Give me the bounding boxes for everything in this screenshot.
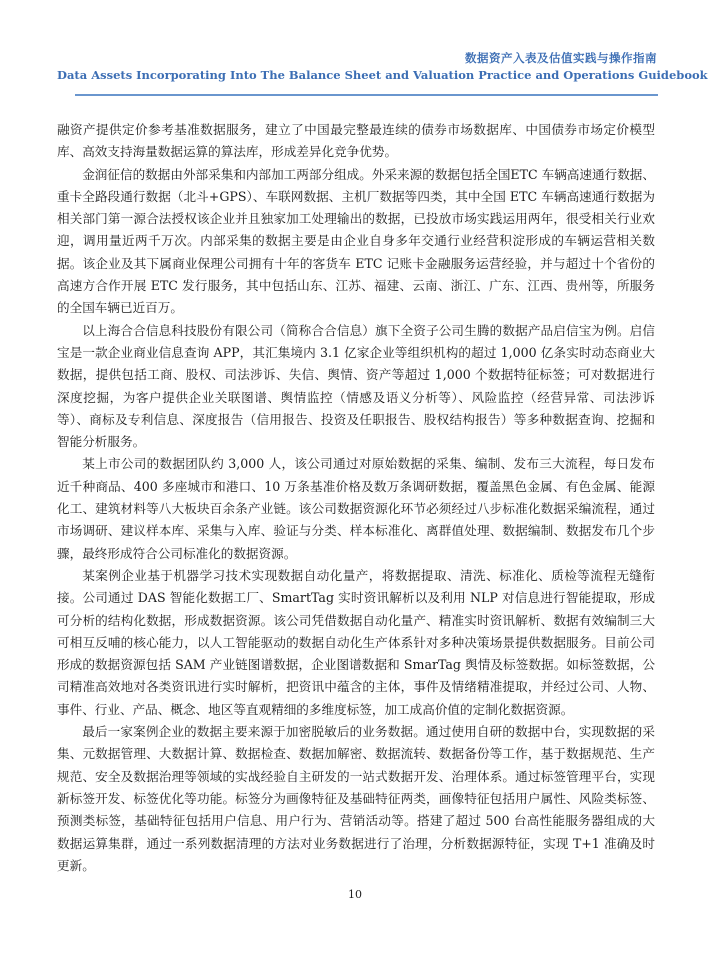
body-paragraph: 融资产提供定价参考基准数据服务，建立了中国最完整最连续的债券市场数据库、中国债券市场定价模型库、高效支持海量数据运算的算法库，形成差异化竞争优势。 <box>57 122 655 160</box>
page-header <box>57 50 708 84</box>
body-paragraph: 以上海合合信息科技股份有限公司（简称合合信息）旗下全资子公司生腾的数据产品启信宝为例。启信宝是一款企业商业信息查询 APP，其汇集境内 3.1 亿家企业等组织机构的超过 1,000 亿条实时动态商业大数据，提供包括工商、股权、司法涉诉、失信、舆情、资产等超过 1,000 个数据特征标签；可对数据进行深度挖掘，为客户提供企业关联图谱、舆情监控（情感及语义分析等）、风险监控（经营异常、司法涉诉等）、商标及专利信息、深度报告（信用报告、投资及任职报告、股权结构报告）等多种数据查询、挖掘和智能分析服务。 <box>57 322 655 450</box>
page-number: 10 <box>348 888 362 901</box>
header-divider <box>75 94 658 96</box>
page-footer <box>0 888 710 901</box>
body-text <box>57 119 655 877</box>
body-paragraph: 某上市公司的数据团队约 3,000 人，该公司通过对原始数据的采集、编制、发布三大流程，每日发布近千种商品、400 多座城市和港口、10 万条基准价格及数万条调研数据，覆盖黑色金属、有色金属、能源化工、建筑材料等八大板块百余条产业链。该公司数据资源化环节必须经过八步标准化数据采编流程，通过市场调研、建议样本库、采集与入库、验证与分类、样本标准化、离群值处理、数据编制、数据发布几个步骤，最终形成符合公司标准化的数据资源。 <box>57 456 655 561</box>
body-paragraph: 金润征信的数据由外部采集和内部加工两部分组成。外采来源的数据包括全国ETC 车辆高速通行数据、重卡全路段通行数据（北斗+GPS）、车联网数据、主机厂数据等四类，其中全国 ETC 车辆高速通行数据为相关部门第一源合法授权该企业并且独家加工处理输出的数据，已投放市场实践运用两年，很受相关行业欢迎，调用量近两千万次。内部采集的数据主要是由企业自身多年交通行业经营积淀形成的车辆运营相关数据。该企业及其下属商业保理公司拥有十年的客货车 ETC 记账卡金融服务运营经验，并与超过十个省份的高速方合作开展 ETC 发行服务，其中包括山东、江苏、福建、云南、浙江、广东、江西、贵州等，所服务的全国车辆已近百万。 <box>57 166 655 316</box>
header-title-zh: 数据资产入表及估值实践与操作指南 <box>465 51 657 65</box>
header-title-en: Data Assets Incorporating Into The Balance Sheet and Valuation Practice and Operations Guidebook <box>57 68 708 82</box>
body-paragraph: 最后一家案例企业的数据主要来源于加密脱敏后的业务数据。通过使用自研的数据中台，实现数据的采集、元数据管理、大数据计算、数据检查、数据加解密、数据流转、数据备份等工作，基于数据规范、生产规范、安全及数据治理等领域的实战经验自主研发的一站式数据开发、治理体系。通过标签管理平台，实现新标签开发、标签优化等功能。标签分为画像特征及基础特征两类，画像特征包括用户属性、风险类标签、预测类标签，基础特征包括用户信息、用户行为、营销活动等。搭建了超过 500 台高性能服务器组成的大数据运算集群，通过一系列数据清理的方法对业务数据进行了治理，分析数据源特征，实现 T+1 准确及时更新。 <box>57 724 655 873</box>
body-paragraph: 某案例企业基于机器学习技术实现数据自动化量产，将数据提取、清洗、标准化、质检等流程无缝衔接。公司通过 DAS 智能化数据工厂、SmartTag 实时资讯解析以及利用 NLP 对信息进行智能提取，形成可分析的结构化数据，形成数据资源。该公司凭借数据自动化量产、精准实时资讯解析、数据有效编制三大可相互反哺的核心能力，以人工智能驱动的数据自动化生产体系针对多种决策场景提供数据服务。目前公司形成的数据资源包括 SAM 产业链图谱数据，企业图谱数据和 SmarTag 舆情及标签数据。如标签数据，公司精准高效地对各类资讯进行实时解析，把资讯中蕴含的主体，事件及情绪精准提取，并经过公司、人物、事件、行业、产品、概念、地区等直观精细的多维度标签，加工成高价值的定制化数据资源。 <box>57 567 655 717</box>
